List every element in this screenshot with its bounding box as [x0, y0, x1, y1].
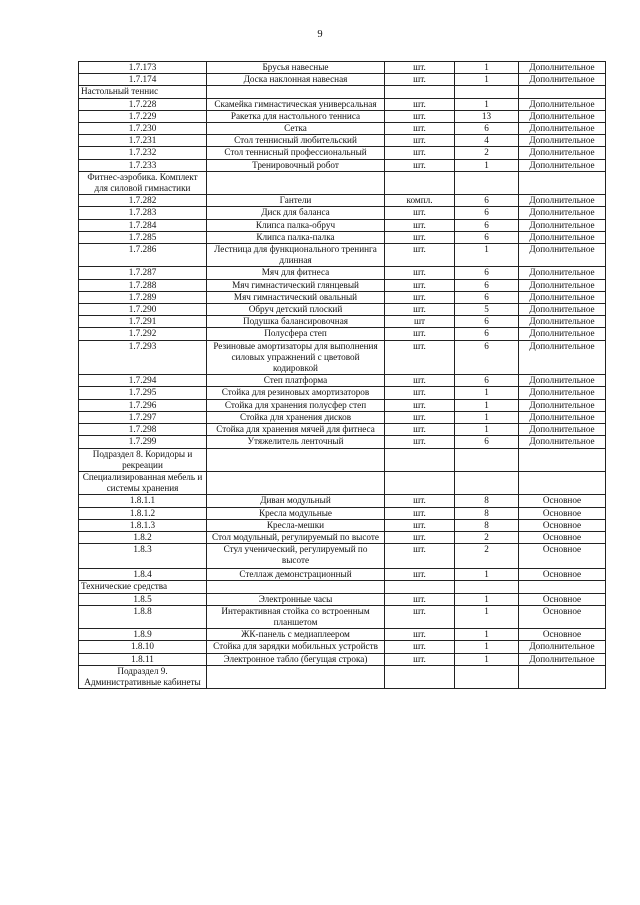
item-quantity: 1 — [455, 244, 519, 267]
table-row — [79, 195, 606, 207]
item-code: 1.7.287 — [79, 267, 207, 279]
item-code: 1.7.282 — [79, 195, 207, 207]
item-code: 1.7.297 — [79, 411, 207, 423]
table-row — [79, 74, 606, 86]
item-quantity: 1 — [455, 159, 519, 171]
item-type: Дополнительное — [519, 279, 606, 291]
table-row — [79, 123, 606, 135]
item-code: 1.7.289 — [79, 291, 207, 303]
item-unit: шт. — [385, 98, 455, 110]
item-name: Гантели — [207, 195, 385, 207]
item-quantity: 5 — [455, 304, 519, 316]
item-quantity: 8 — [455, 507, 519, 519]
item-code: 1.8.1.2 — [79, 507, 207, 519]
item-type: Дополнительное — [519, 110, 606, 122]
item-name: Подушка балансировочная — [207, 316, 385, 328]
item-name: Полусфера степ — [207, 328, 385, 340]
item-code: 1.8.2 — [79, 531, 207, 543]
item-code: 1.7.231 — [79, 135, 207, 147]
item-type: Дополнительное — [519, 424, 606, 436]
item-name: Брусья навесные — [207, 62, 385, 74]
section-row — [79, 471, 606, 494]
item-unit: шт. — [385, 507, 455, 519]
item-unit: шт. — [385, 279, 455, 291]
item-code: 1.7.230 — [79, 123, 207, 135]
item-type: Дополнительное — [519, 244, 606, 267]
item-code: 1.7.294 — [79, 375, 207, 387]
item-type: Дополнительное — [519, 98, 606, 110]
item-code: 1.7.291 — [79, 316, 207, 328]
item-type: Основное — [519, 593, 606, 605]
item-quantity: 1 — [455, 629, 519, 641]
item-type: Основное — [519, 495, 606, 507]
item-code: 1.7.229 — [79, 110, 207, 122]
section-row — [79, 665, 606, 688]
item-name: ЖК-панель с медиаплеером — [207, 629, 385, 641]
item-unit: шт. — [385, 267, 455, 279]
table-row — [79, 231, 606, 243]
item-unit: шт. — [385, 641, 455, 653]
item-unit: шт. — [385, 436, 455, 448]
table-row — [79, 411, 606, 423]
item-type: Дополнительное — [519, 135, 606, 147]
empty-cell — [519, 581, 606, 593]
item-type: Дополнительное — [519, 304, 606, 316]
empty-cell — [385, 665, 455, 688]
item-name: Стол модульный, регулируемый по высоте — [207, 531, 385, 543]
item-name: Диван модульный — [207, 495, 385, 507]
item-quantity: 2 — [455, 531, 519, 543]
empty-cell — [207, 171, 385, 194]
item-type: Дополнительное — [519, 411, 606, 423]
item-code: 1.7.290 — [79, 304, 207, 316]
item-quantity: 13 — [455, 110, 519, 122]
item-quantity: 6 — [455, 340, 519, 375]
item-unit: шт. — [385, 375, 455, 387]
table-row — [79, 328, 606, 340]
section-title: Подраздел 8. Коридоры и рекреации — [79, 448, 207, 471]
empty-cell — [455, 171, 519, 194]
item-code: 1.7.299 — [79, 436, 207, 448]
item-quantity: 1 — [455, 653, 519, 665]
item-code: 1.8.4 — [79, 569, 207, 581]
item-quantity: 6 — [455, 123, 519, 135]
item-type: Основное — [519, 519, 606, 531]
item-type: Основное — [519, 629, 606, 641]
table-row — [79, 110, 606, 122]
item-name: Клипса палка-обруч — [207, 219, 385, 231]
item-quantity: 6 — [455, 328, 519, 340]
table-row — [79, 340, 606, 375]
table-row — [79, 316, 606, 328]
item-name: Стойка для резиновых амортизаторов — [207, 387, 385, 399]
item-quantity: 1 — [455, 641, 519, 653]
item-code: 1.7.286 — [79, 244, 207, 267]
item-type: Дополнительное — [519, 159, 606, 171]
table-row — [79, 424, 606, 436]
item-type: Дополнительное — [519, 375, 606, 387]
item-name: Скамейка гимнастическая универсальная — [207, 98, 385, 110]
item-code: 1.7.295 — [79, 387, 207, 399]
item-name: Стол теннисный любительский — [207, 135, 385, 147]
empty-cell — [519, 86, 606, 98]
item-unit: шт. — [385, 328, 455, 340]
item-quantity: 2 — [455, 544, 519, 569]
section-title: Технические средства — [79, 581, 207, 593]
section-title: Специализированная мебель и системы хранения — [79, 471, 207, 494]
empty-cell — [385, 171, 455, 194]
item-code: 1.8.3 — [79, 544, 207, 569]
item-type: Дополнительное — [519, 62, 606, 74]
table-row — [79, 531, 606, 543]
item-quantity: 6 — [455, 219, 519, 231]
table-row — [79, 62, 606, 74]
table-row — [79, 159, 606, 171]
item-type: Дополнительное — [519, 387, 606, 399]
item-name: Ракетка для настольного тенниса — [207, 110, 385, 122]
item-quantity: 1 — [455, 569, 519, 581]
item-name: Обруч детский плоский — [207, 304, 385, 316]
section-title: Фитнес-аэробика. Комплект для силовой гимнастики — [79, 171, 207, 194]
empty-cell — [207, 448, 385, 471]
item-type: Дополнительное — [519, 231, 606, 243]
item-unit: шт. — [385, 531, 455, 543]
equipment-table — [78, 61, 606, 689]
item-type: Дополнительное — [519, 340, 606, 375]
item-unit: шт. — [385, 304, 455, 316]
table-row — [79, 641, 606, 653]
table-row — [79, 593, 606, 605]
table-row — [79, 569, 606, 581]
table-row — [79, 495, 606, 507]
empty-cell — [207, 471, 385, 494]
item-code: 1.7.292 — [79, 328, 207, 340]
table-row — [79, 436, 606, 448]
item-unit: шт. — [385, 231, 455, 243]
item-unit: шт. — [385, 411, 455, 423]
item-unit: шт. — [385, 219, 455, 231]
table-row — [79, 135, 606, 147]
item-quantity: 1 — [455, 399, 519, 411]
item-quantity: 1 — [455, 62, 519, 74]
page-number: 9 — [317, 29, 323, 40]
item-quantity: 4 — [455, 135, 519, 147]
section-row — [79, 581, 606, 593]
empty-cell — [385, 581, 455, 593]
item-code: 1.7.296 — [79, 399, 207, 411]
item-quantity: 1 — [455, 605, 519, 628]
empty-cell — [519, 171, 606, 194]
table-row — [79, 98, 606, 110]
table-row — [79, 544, 606, 569]
item-unit: шт. — [385, 74, 455, 86]
item-quantity: 6 — [455, 375, 519, 387]
table-row — [79, 279, 606, 291]
item-type: Дополнительное — [519, 123, 606, 135]
item-name: Резиновые амортизаторы для выполнения силовых упражнений с цветовой кодировкой — [207, 340, 385, 375]
item-name: Клипса палка-палка — [207, 231, 385, 243]
item-name: Стойка для зарядки мобильных устройств — [207, 641, 385, 653]
item-quantity: 6 — [455, 279, 519, 291]
empty-cell — [207, 86, 385, 98]
item-name: Электронные часы — [207, 593, 385, 605]
item-quantity: 1 — [455, 98, 519, 110]
item-unit: шт. — [385, 653, 455, 665]
item-type: Дополнительное — [519, 399, 606, 411]
empty-cell — [385, 471, 455, 494]
item-type: Дополнительное — [519, 653, 606, 665]
item-unit: шт. — [385, 387, 455, 399]
item-code: 1.7.283 — [79, 207, 207, 219]
item-unit: шт. — [385, 399, 455, 411]
empty-cell — [455, 448, 519, 471]
table-row — [79, 653, 606, 665]
item-unit: шт. — [385, 244, 455, 267]
item-type: Основное — [519, 569, 606, 581]
empty-cell — [455, 86, 519, 98]
item-quantity: 6 — [455, 231, 519, 243]
item-code: 1.7.173 — [79, 62, 207, 74]
item-unit: шт. — [385, 569, 455, 581]
item-quantity: 1 — [455, 387, 519, 399]
section-row — [79, 86, 606, 98]
empty-cell — [519, 448, 606, 471]
item-name: Сетка — [207, 123, 385, 135]
section-row — [79, 448, 606, 471]
item-name: Интерактивная стойка со встроенным планшетом — [207, 605, 385, 628]
item-code: 1.7.284 — [79, 219, 207, 231]
item-unit: шт. — [385, 135, 455, 147]
item-type: Дополнительное — [519, 641, 606, 653]
table-row — [79, 629, 606, 641]
table-row — [79, 387, 606, 399]
item-name: Мяч гимнастический овальный — [207, 291, 385, 303]
item-unit: шт — [385, 316, 455, 328]
table-row — [79, 147, 606, 159]
item-name: Утяжелитель ленточный — [207, 436, 385, 448]
empty-cell — [455, 581, 519, 593]
item-code: 1.7.293 — [79, 340, 207, 375]
item-code: 1.7.233 — [79, 159, 207, 171]
empty-cell — [385, 86, 455, 98]
item-quantity: 1 — [455, 593, 519, 605]
item-name: Стул ученический, регулируемый по высоте — [207, 544, 385, 569]
item-quantity: 2 — [455, 147, 519, 159]
item-code: 1.8.10 — [79, 641, 207, 653]
table-row — [79, 399, 606, 411]
item-name: Стеллаж демонстрационный — [207, 569, 385, 581]
section-row — [79, 171, 606, 194]
empty-cell — [207, 665, 385, 688]
table-row — [79, 375, 606, 387]
empty-cell — [455, 471, 519, 494]
item-name: Диск для баланса — [207, 207, 385, 219]
item-unit: шт. — [385, 291, 455, 303]
table-row — [79, 244, 606, 267]
item-code: 1.7.174 — [79, 74, 207, 86]
item-quantity: 6 — [455, 207, 519, 219]
table-row — [79, 267, 606, 279]
item-quantity: 1 — [455, 424, 519, 436]
empty-cell — [519, 471, 606, 494]
item-unit: шт. — [385, 605, 455, 628]
item-unit: шт. — [385, 593, 455, 605]
item-code: 1.7.228 — [79, 98, 207, 110]
item-quantity: 6 — [455, 195, 519, 207]
item-code: 1.8.1.1 — [79, 495, 207, 507]
item-type: Дополнительное — [519, 74, 606, 86]
table-row — [79, 605, 606, 628]
table-row — [79, 219, 606, 231]
item-code: 1.8.1.3 — [79, 519, 207, 531]
item-type: Дополнительное — [519, 207, 606, 219]
item-name: Лестница для функционального тренинга длинная — [207, 244, 385, 267]
item-unit: шт. — [385, 340, 455, 375]
item-name: Стойка для хранения дисков — [207, 411, 385, 423]
item-unit: шт. — [385, 147, 455, 159]
item-name: Стойка для хранения полусфер степ — [207, 399, 385, 411]
item-type: Дополнительное — [519, 291, 606, 303]
item-quantity: 6 — [455, 436, 519, 448]
item-unit: шт. — [385, 495, 455, 507]
item-unit: шт. — [385, 159, 455, 171]
empty-cell — [385, 448, 455, 471]
empty-cell — [207, 581, 385, 593]
item-unit: шт. — [385, 629, 455, 641]
item-code: 1.7.298 — [79, 424, 207, 436]
item-unit: шт. — [385, 110, 455, 122]
item-name: Электронное табло (бегущая строка) — [207, 653, 385, 665]
item-quantity: 8 — [455, 519, 519, 531]
item-name: Кресла-мешки — [207, 519, 385, 531]
item-quantity: 6 — [455, 316, 519, 328]
item-type: Дополнительное — [519, 195, 606, 207]
item-type: Дополнительное — [519, 219, 606, 231]
item-code: 1.8.11 — [79, 653, 207, 665]
item-name: Стол теннисный профессиональный — [207, 147, 385, 159]
section-title: Настольный теннис — [79, 86, 207, 98]
section-title: Подраздел 9. Административные кабинеты — [79, 665, 207, 688]
item-type: Основное — [519, 507, 606, 519]
table-row — [79, 207, 606, 219]
item-unit: шт. — [385, 519, 455, 531]
empty-cell — [519, 665, 606, 688]
item-type: Дополнительное — [519, 328, 606, 340]
item-type: Дополнительное — [519, 436, 606, 448]
item-code: 1.7.285 — [79, 231, 207, 243]
item-name: Мяч для фитнеса — [207, 267, 385, 279]
item-code: 1.8.9 — [79, 629, 207, 641]
item-code: 1.8.5 — [79, 593, 207, 605]
table-row — [79, 291, 606, 303]
table-row — [79, 304, 606, 316]
item-unit: шт. — [385, 62, 455, 74]
item-quantity: 6 — [455, 267, 519, 279]
item-unit: шт. — [385, 424, 455, 436]
item-quantity: 1 — [455, 411, 519, 423]
item-name: Доска наклонная навесная — [207, 74, 385, 86]
item-type: Основное — [519, 531, 606, 543]
item-type: Основное — [519, 544, 606, 569]
item-type: Дополнительное — [519, 316, 606, 328]
item-unit: шт. — [385, 544, 455, 569]
item-quantity: 6 — [455, 291, 519, 303]
item-name: Стойка для хранения мячей для фитнеса — [207, 424, 385, 436]
item-name: Мяч гимнастический глянцевый — [207, 279, 385, 291]
equipment-table-body — [79, 62, 606, 689]
item-quantity: 8 — [455, 495, 519, 507]
item-name: Кресла модульные — [207, 507, 385, 519]
item-quantity: 1 — [455, 74, 519, 86]
item-type: Дополнительное — [519, 267, 606, 279]
item-code: 1.8.8 — [79, 605, 207, 628]
item-unit: компл. — [385, 195, 455, 207]
item-name: Тренировочный робот — [207, 159, 385, 171]
table-row — [79, 507, 606, 519]
item-type: Дополнительное — [519, 147, 606, 159]
table-row — [79, 519, 606, 531]
item-type: Основное — [519, 605, 606, 628]
item-code: 1.7.288 — [79, 279, 207, 291]
item-code: 1.7.232 — [79, 147, 207, 159]
item-name: Степ платформа — [207, 375, 385, 387]
item-unit: шт. — [385, 123, 455, 135]
item-unit: шт. — [385, 207, 455, 219]
empty-cell — [455, 665, 519, 688]
